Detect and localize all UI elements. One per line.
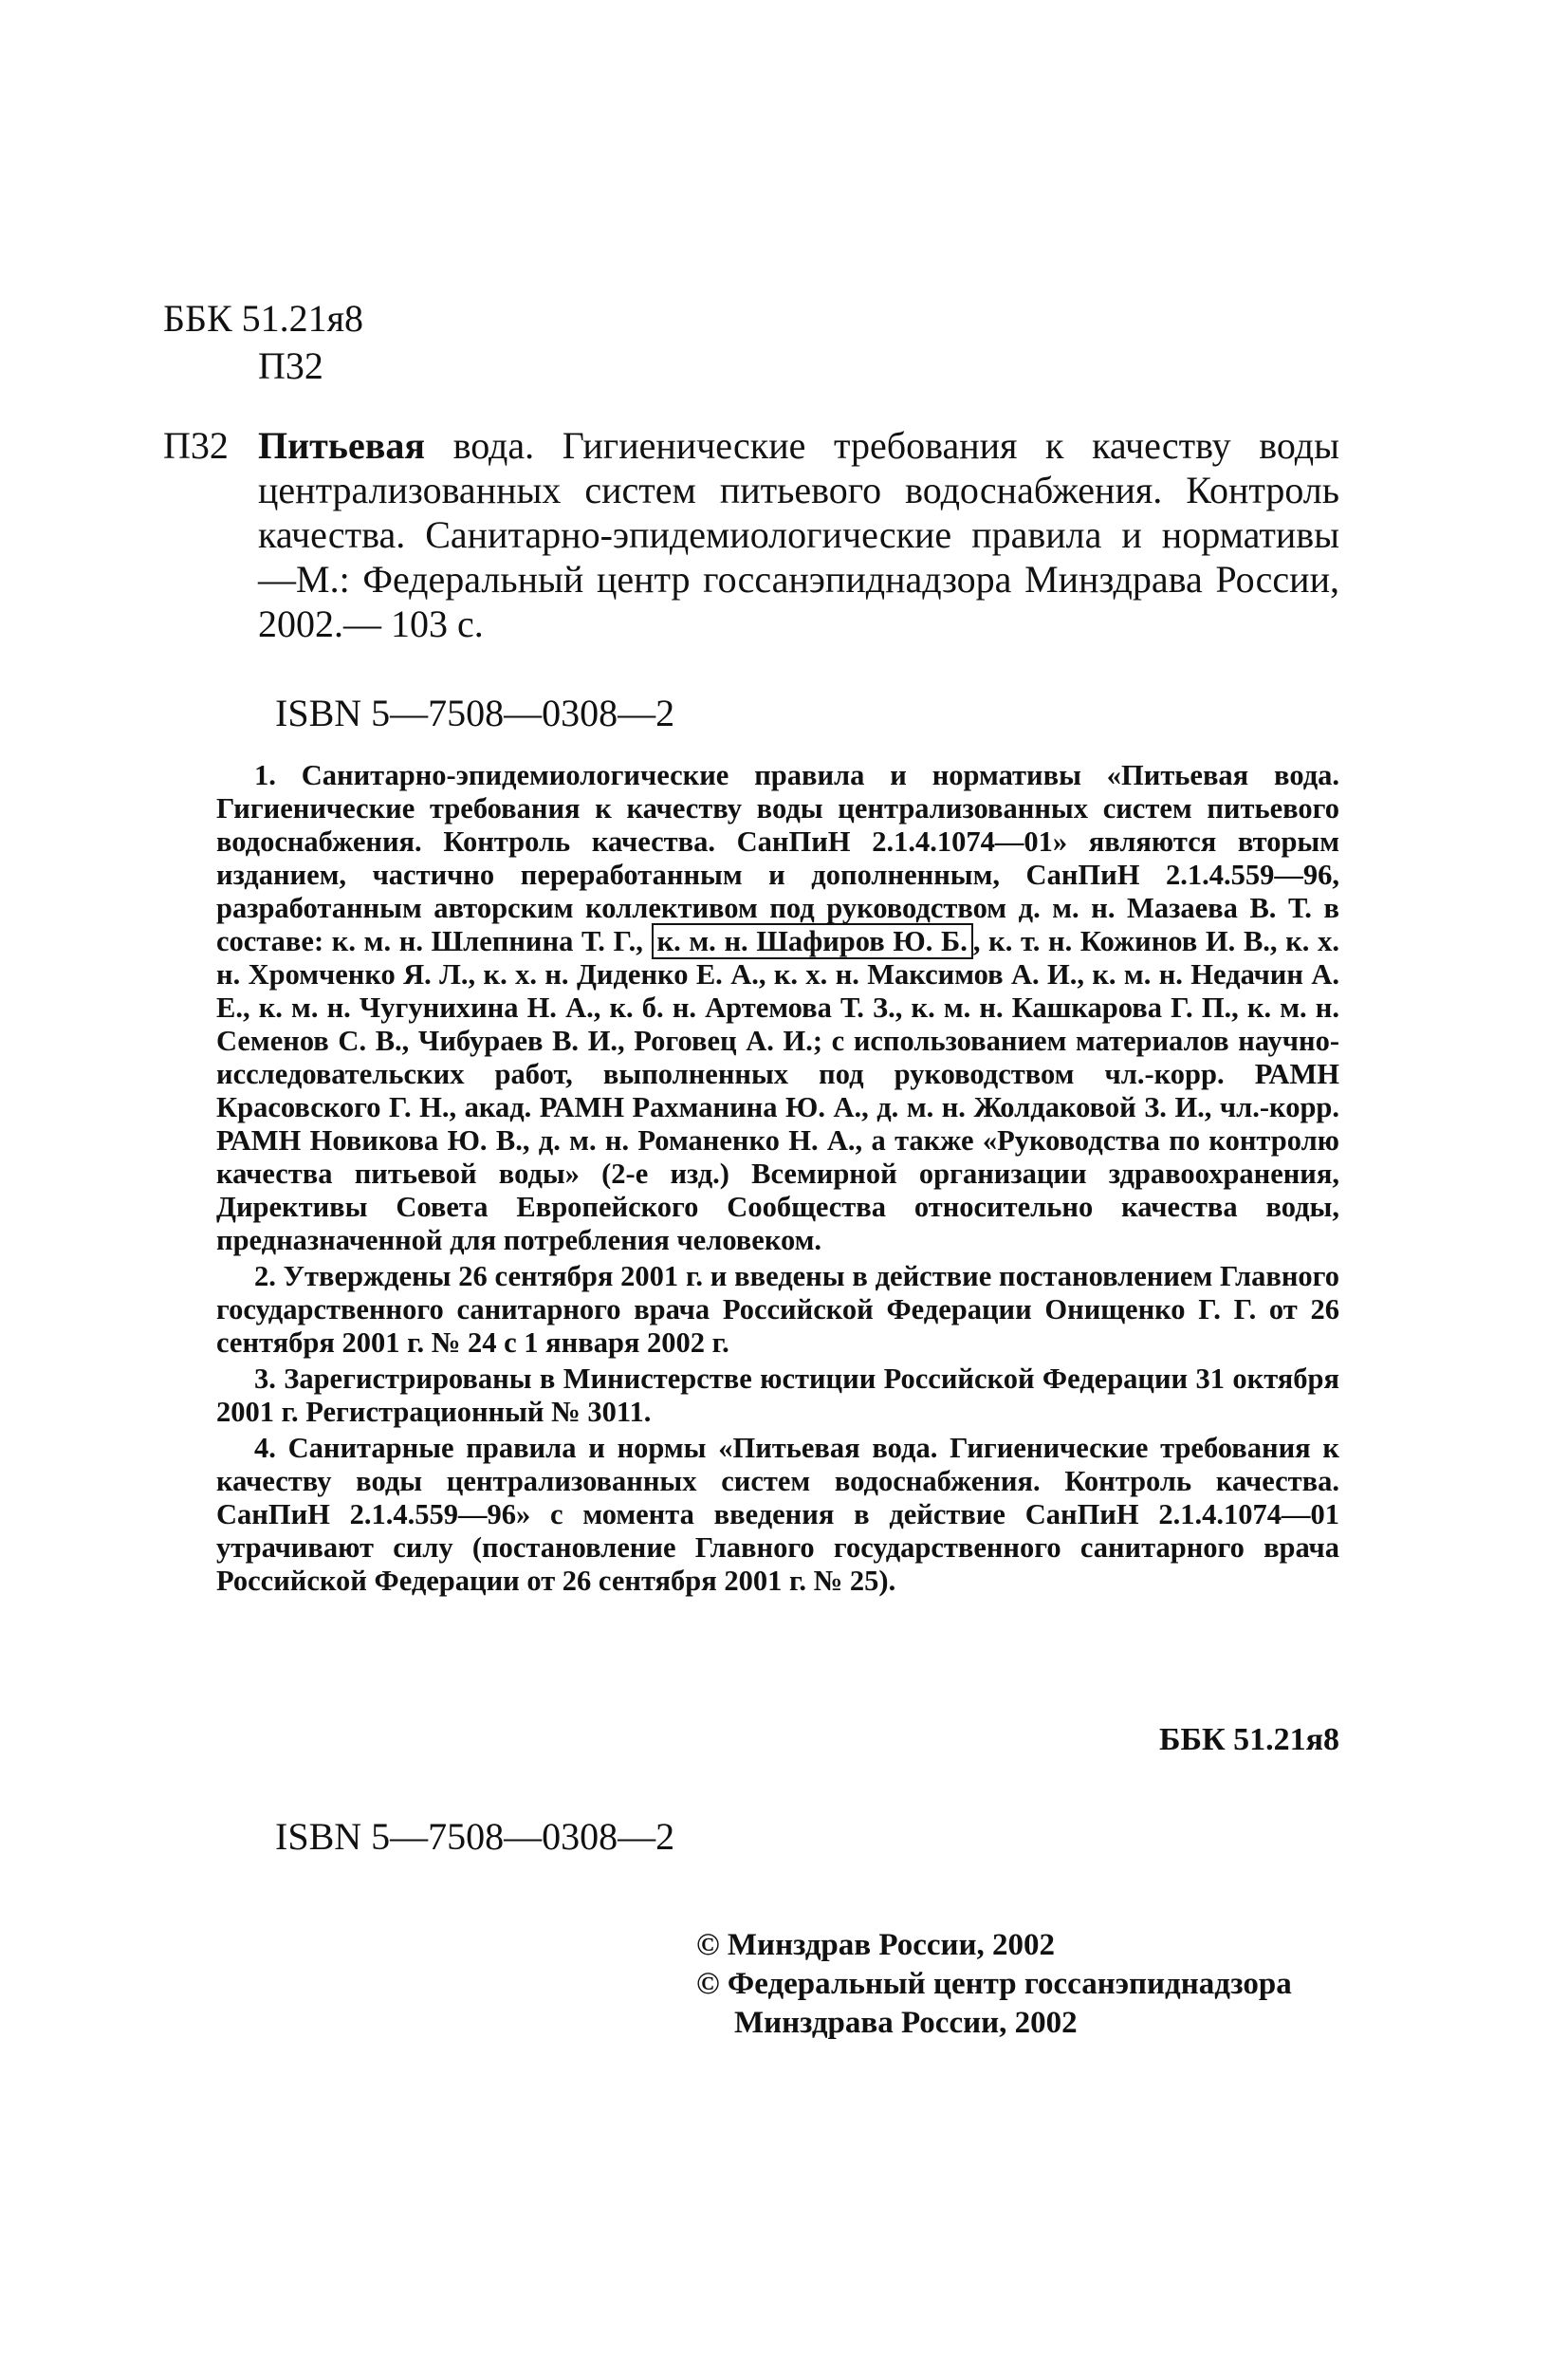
catalog-entry (163, 423, 1339, 646)
annotation (216, 759, 1339, 1601)
copyright-line-1: © Минздрав России, 2002 (696, 1928, 1056, 1962)
bbk-code: ББК 51.21я8 (163, 297, 364, 340)
annotation-paragraph-1 (216, 759, 1339, 1257)
annotation-p1-after: , к. т. н. Кожинов И. В., к. х. н. Хромченко Я. Л., к. х. н. Диденко Е. А., к. х. н. Максимов А. И., к. м. н. Недачин А. Е., к. м. н. Чугунихина Н. А., к. б. н. Артемова Т. З., к. м. н. Кашкарова Г. П., к. м. н. Семенов С. В., Чибураев В. И., Роговец А. И.; с использованием материалов научно-исследовательских работ, выполненных под руководством чл.-корр. РАМН Красовского Г. Н., акад. РАМН Рахманина Ю. А., д. м. н. Жолдаковой З. И., чл.-корр. РАМН Новикова Ю. В., д. м. н. Романенко Н. А., а также «Руководства по контролю качества питьевой воды» (2-е изд.) Всемирной организации здравоохранения, Директивы Совета Европейского Сообщества относительно качества воды, предназначенной для потребления человеком. (216, 925, 1339, 1256)
catalog-title-bold: Питьевая (258, 424, 425, 467)
bbk-bottom: ББК 51.21я8 (1158, 1722, 1339, 1757)
annotation-paragraph-4: 4. Санитарные правила и нормы «Питьевая вода. Гигиенические требования к качеству воды централизованных систем водоснабжения. Контроль качества. СанПиН 2.1.4.559—96» с момента введения в действие СанПиН 2.1.4.1074—01 утрачивают силу (постановление Главного государственного санитарного врача Российской Федерации от 26 сентября 2001 г. № 25). (216, 1432, 1339, 1597)
annotation-paragraph-2: 2. Утверждены 26 сентября 2001 г. и введены в действие постановлением Главного государственного санитарного врача Российской Федерации Онищенко Г. Г. от 26 сентября 2001 г. № 24 с 1 января 2002 г. (216, 1260, 1339, 1359)
copyright-line-2: © Федеральный центр госсанэпиднадзора (696, 1967, 1292, 2001)
copyright-line-3: Минздрава России, 2002 (734, 2006, 1078, 2040)
isbn-bottom: ISBN 5—7508—0308—2 (275, 1815, 675, 1858)
catalog-description-text: вода. Гигиенические требования к качеству воды централизованных систем питьевого водоснабжения. Контроль качества. Санитарно-эпидемиологические правила и нормативы —М.: Федеральный центр госсанэпиднадзора Минздрава России, 2002.— 103 с. (258, 424, 1339, 645)
boxed-author-name: к. м. н. Шафиров Ю. Б. (652, 923, 973, 959)
catalog-description (258, 423, 1339, 646)
annotation-p1-before: 1. Санитарно-эпидемиологические правила и нормативы «Питьевая вода. Гигиенические требования к качеству воды централизованных систем питьевого водоснабжения. Контроль качества. СанПиН 2.1.4.1074—01» являются вторым изданием, частично переработанным и дополненным, СанПиН 2.1.4.559—96, разработанным авторским коллективом под руководством д. м. н. Мазаева В. Т. в составе: к. м. н. Шлепнина Т. Г., (216, 759, 1339, 957)
author-mark: П32 (258, 344, 323, 387)
copyright-block (696, 1926, 1292, 2043)
annotation-paragraph-3: 3. Зарегистрированы в Министерстве юстиции Российской Федерации 31 октября 2001 г. Регистрационный № 3011. (216, 1362, 1339, 1428)
catalog-author-mark: П32 (163, 424, 229, 467)
isbn-top: ISBN 5—7508—0308—2 (275, 692, 675, 734)
